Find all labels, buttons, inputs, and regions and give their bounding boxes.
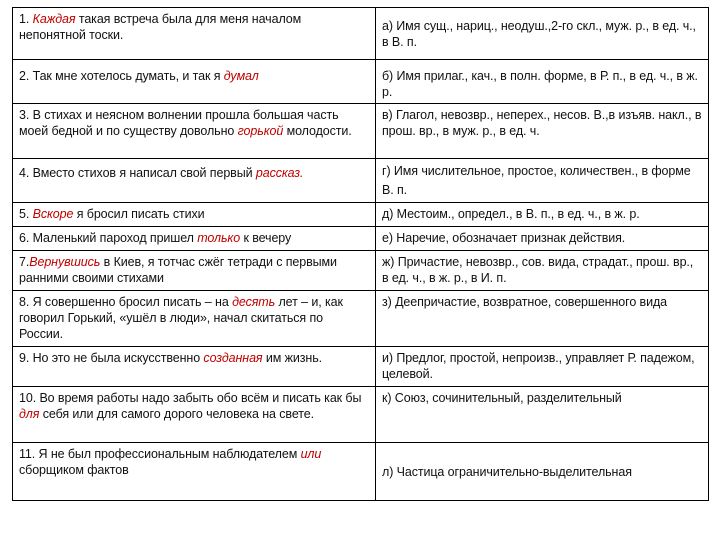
table-row — [13, 443, 709, 501]
sentence-text: 2. Так мне хотелось думать, и так я — [19, 69, 224, 83]
answer-cell: а) Имя сущ., нариц., неодуш.,2-го скл., муж. р., в ед. ч., в В. п. — [376, 8, 709, 60]
sentence-text: я бросил писать стихи — [73, 207, 205, 221]
table-row — [13, 104, 709, 159]
table-row — [13, 203, 709, 227]
answer-cell: и) Предлог, простой, непроизв., управляет Р. падежом, целевой. — [376, 347, 709, 387]
answer-cell: б) Имя прилаг., кач., в полн. форме, в Р. п., в ед. ч., в ж. р. — [376, 60, 709, 104]
sentence-text: 8. Я совершенно бросил писать – на — [19, 295, 233, 309]
sentence-cell — [13, 104, 376, 159]
highlighted-word: Вскоре — [32, 207, 74, 221]
sentence-cell — [13, 251, 376, 291]
sentence-text: 11. Я не был профессиональным наблюдателем — [19, 447, 301, 461]
table-row — [13, 159, 709, 203]
table-row — [13, 347, 709, 387]
sentence-cell — [13, 387, 376, 443]
highlighted-word: только — [197, 231, 241, 245]
table-row — [13, 291, 709, 347]
sentence-cell — [13, 159, 376, 203]
answer-cell: к) Союз, сочинительный, разделительный — [376, 387, 709, 443]
sentence-text: молодости. — [283, 124, 352, 138]
sentence-text: 3. В стихах и неясном волнении прошла большая часть моей бедной и по существу довольно — [19, 108, 339, 138]
table-row — [13, 60, 709, 104]
sentence-text: 1. — [19, 12, 33, 26]
sentence-text: к вечеру — [240, 231, 292, 245]
highlighted-word: рассказ. — [255, 166, 304, 180]
highlighted-word: для — [19, 407, 40, 421]
sentence-text: такая встреча была для меня началом непонятной тоски. — [19, 12, 302, 42]
table-row — [13, 227, 709, 251]
answer-cell: ж) Причастие, невозвр., сов. вида, страдат., прош. вр., в ед. ч., в ж. р., в И. п. — [376, 251, 709, 291]
highlighted-word: десять — [232, 295, 276, 309]
sentence-cell — [13, 291, 376, 347]
sentence-text: в Киев, я тотчас сжёг тетради с первыми ранними своими стихами — [19, 255, 337, 285]
sentence-text: себя или для самого дорого человека на свете. — [39, 407, 314, 421]
sentence-cell — [13, 203, 376, 227]
answer-cell: е) Наречие, обозначает признак действия. — [376, 227, 709, 251]
highlighted-word: созданная — [203, 351, 263, 365]
highlighted-word: Вернувшись — [29, 255, 101, 269]
sentence-cell — [13, 443, 376, 501]
sentence-text: 10. Во время работы надо забыть обо всём и писать как бы — [19, 391, 362, 405]
table-row — [13, 8, 709, 60]
highlighted-word: Каждая — [32, 12, 76, 26]
sentence-cell — [13, 347, 376, 387]
answer-cell: в) Глагол, невозвр., неперех., несов. В.,в изъяв. накл., в прош. вр., в муж. р., в ед. ч. — [376, 104, 709, 159]
sentence-text: 5. — [19, 207, 33, 221]
sentence-cell — [13, 227, 376, 251]
answer-cell: л) Частица ограничительно-выделительная — [376, 443, 709, 501]
sentence-text: 4. Вместо стихов я написал свой первый — [19, 166, 256, 180]
answer-cell: з) Деепричастие, возвратное, совершенного вида — [376, 291, 709, 347]
answer-cell: г) Имя числительное, простое, количествен., в форме В. п. — [376, 159, 709, 203]
sentence-text: 6. Маленький пароход пришел — [19, 231, 198, 245]
highlighted-word: думал — [223, 69, 259, 83]
sentence-cell — [13, 8, 376, 60]
sentence-text: сборщиком фактов — [19, 463, 129, 477]
highlighted-word: или — [300, 447, 322, 461]
sentence-text: лет – и, как говорил Горький, «ушёл в люди», начал скитаться по России. — [19, 295, 343, 341]
matching-table — [12, 7, 709, 501]
sentence-text: им жизнь. — [262, 351, 323, 365]
table-row — [13, 387, 709, 443]
sentence-text: 9. Но это не была искусственно — [19, 351, 204, 365]
sentence-text: 7. — [19, 255, 30, 269]
sentence-cell — [13, 60, 376, 104]
highlighted-word: горькой — [237, 124, 284, 138]
answer-cell: д) Местоим., определ., в В. п., в ед. ч., в ж. р. — [376, 203, 709, 227]
table-row — [13, 251, 709, 291]
